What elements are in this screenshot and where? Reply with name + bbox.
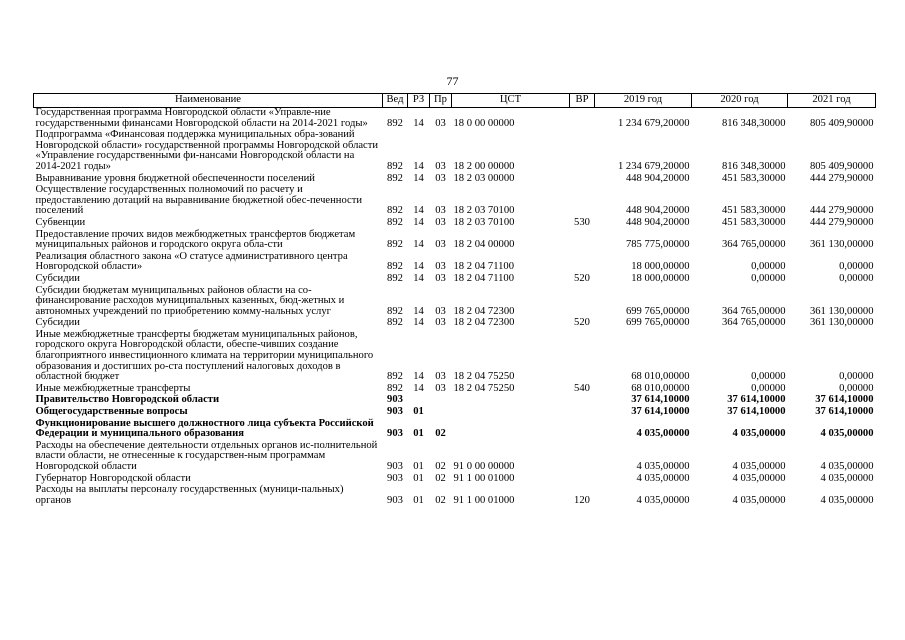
cell-vr: 540 bbox=[574, 382, 590, 394]
cell-2019: 4 035,00000 bbox=[636, 428, 690, 440]
cell-2020: 4 035,00000 bbox=[732, 428, 786, 440]
cell-rz: 14 bbox=[413, 371, 424, 383]
table-row bbox=[34, 441, 876, 474]
table-row bbox=[34, 108, 876, 131]
cell-cst: 18 2 03 70100 bbox=[453, 205, 515, 217]
cell-ved: 892 bbox=[387, 371, 403, 383]
cell-name: Расходы на обеспечение деятельности отдельных органов ис-полнительной власти области, не отнесенные к государствен-ным программам Новгородской области bbox=[35, 439, 378, 472]
table-row bbox=[34, 330, 876, 384]
cell-2019: 4 035,00000 bbox=[636, 472, 690, 484]
cell-name: Предоставление прочих видов межбюджетных трансфертов бюджетам муниципальных районов и городского округа обла-сти bbox=[35, 228, 356, 251]
table-body bbox=[34, 108, 876, 508]
cell-ved: 892 bbox=[387, 205, 403, 217]
cell-cst bbox=[452, 407, 570, 419]
cell-vr bbox=[570, 230, 595, 252]
cell-2019: 68 010,00000 bbox=[631, 371, 690, 383]
cell-2021: 361 130,00000 bbox=[809, 239, 874, 251]
cell-name: Правительство Новгородской области bbox=[35, 394, 220, 406]
table-row bbox=[34, 252, 876, 274]
cell-2021: 805 409,90000 bbox=[809, 117, 874, 129]
cell-vr bbox=[570, 185, 595, 218]
cell-vr bbox=[570, 330, 595, 384]
cell-ved: 892 bbox=[387, 172, 403, 184]
cell-2020: 0,00000 bbox=[751, 261, 786, 273]
cell-name: Государственная программа Новгородской области «Управле-ние государственными финансами Новгородской области на 2014-2021 годы» bbox=[35, 107, 368, 129]
cell-vr bbox=[570, 174, 595, 186]
cell-pr: 03 bbox=[435, 117, 446, 129]
cell-rz: 14 bbox=[413, 216, 424, 228]
cell-ved: 892 bbox=[387, 272, 403, 284]
cell-name: Губернатор Новгородской области bbox=[35, 472, 191, 484]
cell-2021: 4 035,00000 bbox=[820, 428, 874, 440]
cell-vr bbox=[570, 286, 595, 319]
cell-2021: 0,00000 bbox=[839, 371, 874, 383]
cell-2019: 1 234 679,20000 bbox=[617, 117, 690, 129]
table-row bbox=[34, 286, 876, 319]
cell-cst: 18 2 04 75250 bbox=[453, 382, 515, 394]
cell-2020: 364 765,00000 bbox=[721, 239, 786, 251]
cell-ved: 892 bbox=[387, 317, 403, 329]
cell-2019: 4 035,00000 bbox=[636, 494, 690, 506]
cell-name: Субвенции bbox=[35, 216, 86, 228]
cell-vr bbox=[570, 252, 595, 274]
cell-ved: 903 bbox=[387, 406, 403, 418]
cell-vr bbox=[570, 130, 595, 173]
cell-name: Осуществление государственных полномочий по расчету и предоставлению дотаций на выравнивание бюджетной обес-печенности поселений bbox=[35, 184, 363, 217]
cell-2020: 0,00000 bbox=[751, 272, 786, 284]
cell-name: Реализация областного закона «О статусе административного центра Новгородской области» bbox=[35, 250, 348, 273]
cell-name: Выравнивание уровня бюджетной обеспеченности поселений bbox=[35, 172, 315, 184]
cell-2021: 361 130,00000 bbox=[809, 305, 874, 317]
cell-2019: 37 614,10000 bbox=[631, 394, 690, 406]
cell-vr bbox=[570, 441, 595, 474]
cell-cst: 91 1 00 01000 bbox=[453, 472, 515, 484]
cell-2021: 444 279,90000 bbox=[809, 205, 874, 217]
table-row bbox=[34, 185, 876, 218]
cell-name: Иные межбюджетные трансферты bbox=[35, 382, 191, 394]
header-vr: ВР bbox=[570, 94, 595, 108]
cell-2021: 0,00000 bbox=[839, 272, 874, 284]
cell-2020: 451 583,30000 bbox=[721, 216, 786, 228]
cell-vr: 120 bbox=[574, 494, 590, 506]
cell-pr: 03 bbox=[435, 382, 446, 394]
cell-2020: 37 614,10000 bbox=[727, 394, 786, 406]
cell-pr: 03 bbox=[435, 371, 446, 383]
cell-pr: 03 bbox=[435, 205, 446, 217]
cell-2019: 785 775,00000 bbox=[625, 239, 690, 251]
cell-cst bbox=[452, 419, 570, 441]
cell-pr bbox=[430, 407, 452, 419]
cell-ved: 892 bbox=[387, 117, 403, 129]
cell-2021: 4 035,00000 bbox=[820, 472, 874, 484]
cell-rz: 01 bbox=[413, 472, 424, 484]
cell-ved: 892 bbox=[387, 261, 403, 273]
cell-2021: 37 614,10000 bbox=[815, 406, 874, 418]
cell-cst: 18 2 04 71100 bbox=[453, 272, 515, 284]
cell-2019: 68 010,00000 bbox=[631, 382, 690, 394]
cell-rz: 14 bbox=[413, 261, 424, 273]
cell-2019: 448 904,20000 bbox=[625, 205, 690, 217]
cell-cst: 91 1 00 01000 bbox=[453, 494, 515, 506]
cell-ved: 903 bbox=[387, 394, 403, 406]
cell-rz: 14 bbox=[413, 172, 424, 184]
cell-cst: 18 2 04 75250 bbox=[453, 371, 515, 383]
cell-cst: 18 2 04 72300 bbox=[453, 317, 515, 329]
table-row bbox=[34, 274, 876, 286]
cell-2021: 0,00000 bbox=[839, 382, 874, 394]
header-2019: 2019 год bbox=[595, 94, 692, 108]
cell-pr bbox=[430, 395, 452, 407]
cell-cst: 18 2 04 00000 bbox=[453, 239, 515, 251]
cell-2020: 4 035,00000 bbox=[732, 461, 786, 472]
cell-rz: 14 bbox=[413, 382, 424, 394]
header-rz: РЗ bbox=[408, 94, 430, 108]
header-cst: ЦСТ bbox=[452, 94, 570, 108]
cell-rz: 14 bbox=[413, 239, 424, 251]
cell-2019: 18 000,00000 bbox=[631, 272, 690, 284]
cell-pr: 03 bbox=[435, 305, 446, 317]
table-row bbox=[34, 230, 876, 252]
cell-cst: 18 2 00 00000 bbox=[453, 160, 515, 172]
cell-2019: 18 000,00000 bbox=[631, 261, 690, 273]
cell-2020: 37 614,10000 bbox=[727, 406, 786, 418]
budget-table bbox=[33, 93, 876, 507]
cell-vr: 520 bbox=[574, 317, 590, 329]
cell-name: Расходы на выплаты персоналу государственных (муници-пальных) органов bbox=[35, 484, 344, 506]
header-ved: Вед bbox=[383, 94, 408, 108]
cell-rz: 01 bbox=[413, 494, 424, 506]
header-pr: Пр bbox=[430, 94, 452, 108]
cell-name: Субсидии bbox=[35, 317, 80, 329]
page-number: 77 bbox=[446, 74, 459, 88]
cell-vr bbox=[570, 474, 595, 486]
cell-pr: 03 bbox=[435, 261, 446, 273]
cell-2021: 444 279,90000 bbox=[809, 216, 874, 228]
cell-2021: 805 409,90000 bbox=[809, 160, 874, 172]
cell-2019: 448 904,20000 bbox=[625, 172, 690, 184]
cell-2020: 364 765,00000 bbox=[721, 317, 786, 329]
cell-2020: 364 765,00000 bbox=[721, 305, 786, 317]
cell-2021: 361 130,00000 bbox=[809, 317, 874, 329]
cell-pr: 03 bbox=[435, 239, 446, 251]
cell-2019: 699 765,00000 bbox=[625, 317, 690, 329]
cell-rz: 14 bbox=[413, 205, 424, 217]
cell-2019: 448 904,20000 bbox=[625, 216, 690, 228]
cell-pr: 02 bbox=[435, 472, 446, 484]
table-row bbox=[34, 419, 876, 441]
cell-rz: 14 bbox=[413, 317, 424, 329]
cell-rz: 01 bbox=[413, 406, 424, 418]
cell-2020: 4 035,00000 bbox=[732, 472, 786, 484]
cell-vr bbox=[570, 108, 595, 131]
cell-cst: 18 2 04 71100 bbox=[453, 261, 515, 273]
cell-2020: 816 348,30000 bbox=[721, 117, 786, 129]
cell-name: Функционирование высшего должностного лица субъекта Российской Федерации и муниципального образования bbox=[35, 417, 374, 440]
cell-cst: 18 0 00 00000 bbox=[453, 117, 515, 129]
header-2020: 2020 год bbox=[692, 94, 788, 108]
cell-ved: 892 bbox=[387, 216, 403, 228]
cell-ved: 892 bbox=[387, 239, 403, 251]
cell-cst bbox=[452, 395, 570, 407]
cell-pr: 03 bbox=[435, 272, 446, 284]
cell-rz: 01 bbox=[413, 428, 424, 440]
header-2021: 2021 год bbox=[788, 94, 876, 108]
cell-cst: 18 2 03 00000 bbox=[453, 172, 515, 184]
cell-name: Общегосударственные вопросы bbox=[35, 406, 188, 418]
cell-2020: 816 348,30000 bbox=[721, 160, 786, 172]
cell-ved: 903 bbox=[387, 461, 403, 472]
cell-pr: 02 bbox=[435, 461, 446, 472]
cell-vr bbox=[570, 407, 595, 419]
table-row bbox=[34, 407, 876, 419]
cell-2019: 37 614,10000 bbox=[631, 406, 690, 418]
cell-pr: 02 bbox=[435, 428, 446, 440]
header-name: Наименование bbox=[34, 94, 383, 108]
cell-2020: 451 583,30000 bbox=[721, 172, 786, 184]
cell-pr: 02 bbox=[435, 494, 446, 506]
table-header-row bbox=[34, 94, 876, 108]
cell-2020: 4 035,00000 bbox=[732, 494, 786, 506]
cell-name: Подпрограмма «Финансовая поддержка муниципальных обра-зований Новгородской области» государственной программы Новгородской области «Управление государственными фи-нансами Новгородской области на 2014-2021 годы» bbox=[35, 129, 379, 172]
cell-vr: 530 bbox=[574, 216, 590, 228]
cell-pr: 03 bbox=[435, 216, 446, 228]
table-row bbox=[34, 218, 876, 230]
cell-ved: 903 bbox=[387, 472, 403, 484]
cell-ved: 903 bbox=[387, 428, 403, 440]
cell-2021: 444 279,90000 bbox=[809, 172, 874, 184]
cell-name: Иные межбюджетные трансферты бюджетам муниципальных районов, городского округа Новгородской области, обеспе-чивших создание благоприятного инвестиционного климата на территории муниципального образования и достигших ро-ста поступлений налоговых доходов в областной бюджет bbox=[35, 328, 374, 383]
cell-rz: 01 bbox=[413, 461, 424, 472]
cell-2021: 37 614,10000 bbox=[815, 394, 874, 406]
cell-ved: 903 bbox=[387, 494, 403, 506]
cell-pr: 03 bbox=[435, 317, 446, 329]
cell-2021: 0,00000 bbox=[839, 261, 874, 273]
cell-cst: 18 2 04 72300 bbox=[453, 305, 515, 317]
cell-cst: 18 2 03 70100 bbox=[453, 216, 515, 228]
cell-ved: 892 bbox=[387, 305, 403, 317]
cell-2019: 699 765,00000 bbox=[625, 305, 690, 317]
cell-cst: 91 0 00 00000 bbox=[453, 461, 515, 472]
cell-2019: 4 035,00000 bbox=[636, 461, 690, 472]
cell-vr bbox=[570, 419, 595, 441]
cell-ved: 892 bbox=[387, 160, 403, 172]
cell-2020: 0,00000 bbox=[751, 382, 786, 394]
cell-vr bbox=[570, 395, 595, 407]
cell-vr: 520 bbox=[574, 272, 590, 284]
cell-name: Субсидии bbox=[35, 272, 80, 284]
cell-pr: 03 bbox=[435, 160, 446, 172]
cell-2020: 451 583,30000 bbox=[721, 205, 786, 217]
cell-2021: 4 035,00000 bbox=[820, 494, 874, 506]
table-row bbox=[34, 130, 876, 173]
cell-2020: 0,00000 bbox=[751, 371, 786, 383]
cell-ved: 892 bbox=[387, 382, 403, 394]
cell-rz: 14 bbox=[413, 117, 424, 129]
cell-pr: 03 bbox=[435, 172, 446, 184]
cell-rz: 14 bbox=[413, 160, 424, 172]
cell-2019: 1 234 679,20000 bbox=[617, 160, 690, 172]
cell-rz: 14 bbox=[413, 305, 424, 317]
cell-rz: 14 bbox=[413, 272, 424, 284]
table-row bbox=[34, 485, 876, 507]
cell-name: Субсидии бюджетам муниципальных районов области на со-финансирование расходов муниципальных казенных, бюд-жетных и автономных учреждений по приобретению комму-нальных услуг bbox=[35, 284, 345, 317]
cell-2021: 4 035,00000 bbox=[820, 461, 874, 472]
